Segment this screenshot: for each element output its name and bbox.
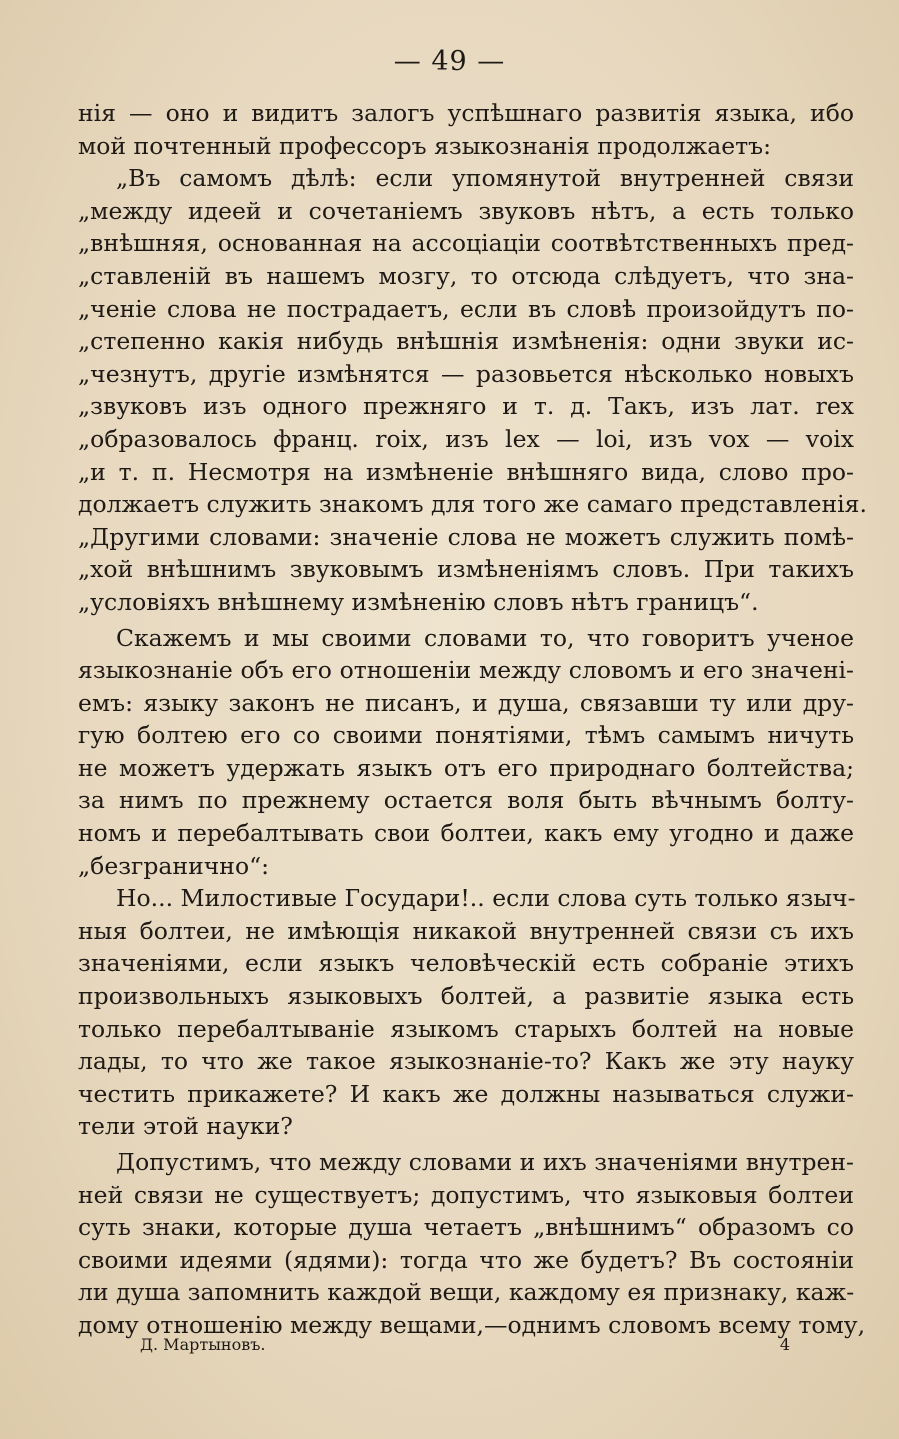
body-text: [78, 97, 867, 1342]
text-line: суть знаки, которые душа четаетъ „внѣшнимъ“ образомъ со: [78, 1213, 854, 1242]
text-line: честить прикажете? И какъ же должны называться служи-: [78, 1079, 854, 1108]
text-line: произвольныхъ языковыхъ болтей, а развитіе языка есть: [78, 982, 854, 1011]
text-line: „условіяхъ внѣшнему измѣненію словъ нѣтъ границъ“.: [78, 587, 759, 616]
text-line: нія — оно и видитъ залогъ успѣшнаго развитія языка, ибо: [78, 99, 854, 127]
text-line: не можетъ удержать языкъ отъ его природнаго болтейства;: [78, 753, 854, 782]
text-line: „звуковъ изъ одного прежняго и т. д. Такъ, изъ лат. rex: [78, 392, 854, 421]
text-line: емъ: языку законъ не писанъ, и душа, связавши ту или дру-: [78, 688, 854, 717]
footer-author: Д. Мартыновъ.: [140, 1335, 266, 1354]
page-footer: [140, 1335, 790, 1354]
text-line: мой почтенный профессоръ языкознанія продолжаетъ:: [78, 131, 772, 160]
text-line: „хой внѣшнимъ звуковымъ измѣненіямъ словъ. При такихъ: [78, 555, 854, 584]
text-line: „степенно какія нибудь внѣшнія измѣненія: одни звуки ис-: [78, 327, 854, 356]
footer-signature-mark: 4: [779, 1335, 790, 1354]
text-line: „внѣшняя, основанная на ассоціаціи соотвѣтственныхъ пред-: [78, 229, 854, 258]
text-line: языкознаніе объ его отношеніи между словомъ и его значені-: [78, 656, 854, 685]
text-line: „образовалось франц. roix, изъ lex — loi, изъ vox — voix: [78, 424, 854, 453]
text-line: гую болтею его со своими понятіями, тѣмъ самымъ ничуть: [78, 721, 854, 750]
text-line: номъ и перебалтывать свои болтеи, какъ ему угодно и даже: [78, 819, 854, 848]
text-line: своими идеями (ядями): тогда что же будетъ? Въ состояніи: [78, 1245, 854, 1274]
page-number: — 49 —: [393, 46, 506, 77]
text-line: ныя болтеи, не имѣющія никакой внутренней связи съ ихъ: [78, 916, 854, 945]
text-line: „Другими словами: значеніе слова не можетъ служить помѣ-: [78, 522, 854, 551]
text-line: только перебалтываніе языкомъ старыхъ болтей на новые: [78, 1014, 854, 1043]
text-line: „чезнутъ, другіе измѣнятся — разовьется нѣсколько новыхъ: [78, 359, 854, 388]
text-line: значеніями, если языкъ человѣческій есть собраніе этихъ: [78, 949, 854, 978]
text-line: дому отношенію между вещами,—однимъ словомъ всему тому,: [78, 1310, 866, 1339]
text-line: Допустимъ, что между словами и ихъ значеніями внутрен-: [116, 1148, 854, 1176]
text-line: Но... Милостивые Государи!.. если слова суть только языч-: [116, 884, 856, 913]
text-line: „между идеей и сочетаніемъ звуковъ нѣтъ, а есть только: [78, 196, 854, 225]
text-line: „ченіе слова не пострадаетъ, если въ словѣ произойдутъ по-: [78, 294, 854, 323]
text-line: „Въ самомъ дѣлѣ: если упомянутой внутренней связи: [116, 164, 854, 193]
text-line: тели этой науки?: [78, 1112, 293, 1141]
text-line: „ставленій въ нашемъ мозгу, то отсюда слѣдуетъ, что зна-: [78, 261, 854, 290]
text-line: ли душа запомнить каждой вещи, каждому ея признаку, каж-: [78, 1278, 855, 1307]
text-line: „и т. п. Несмотря на измѣненіе внѣшняго вида, слово про-: [78, 457, 854, 486]
text-line: за нимъ по прежнему остается воля быть вѣчнымъ болту-: [78, 786, 854, 815]
text-line: „безгранично“:: [78, 851, 270, 880]
text-line: лады, то что же такое языкознаніе-то? Какъ же эту науку: [78, 1047, 854, 1076]
text-line: должаетъ служить знакомъ для того же самаго представленія.: [78, 490, 867, 519]
text-line: Скажемъ и мы своими словами то, что говоритъ ученое: [116, 623, 854, 652]
text-line: ней связи не существуетъ; допустимъ, что языковыя болтеи: [78, 1180, 854, 1209]
